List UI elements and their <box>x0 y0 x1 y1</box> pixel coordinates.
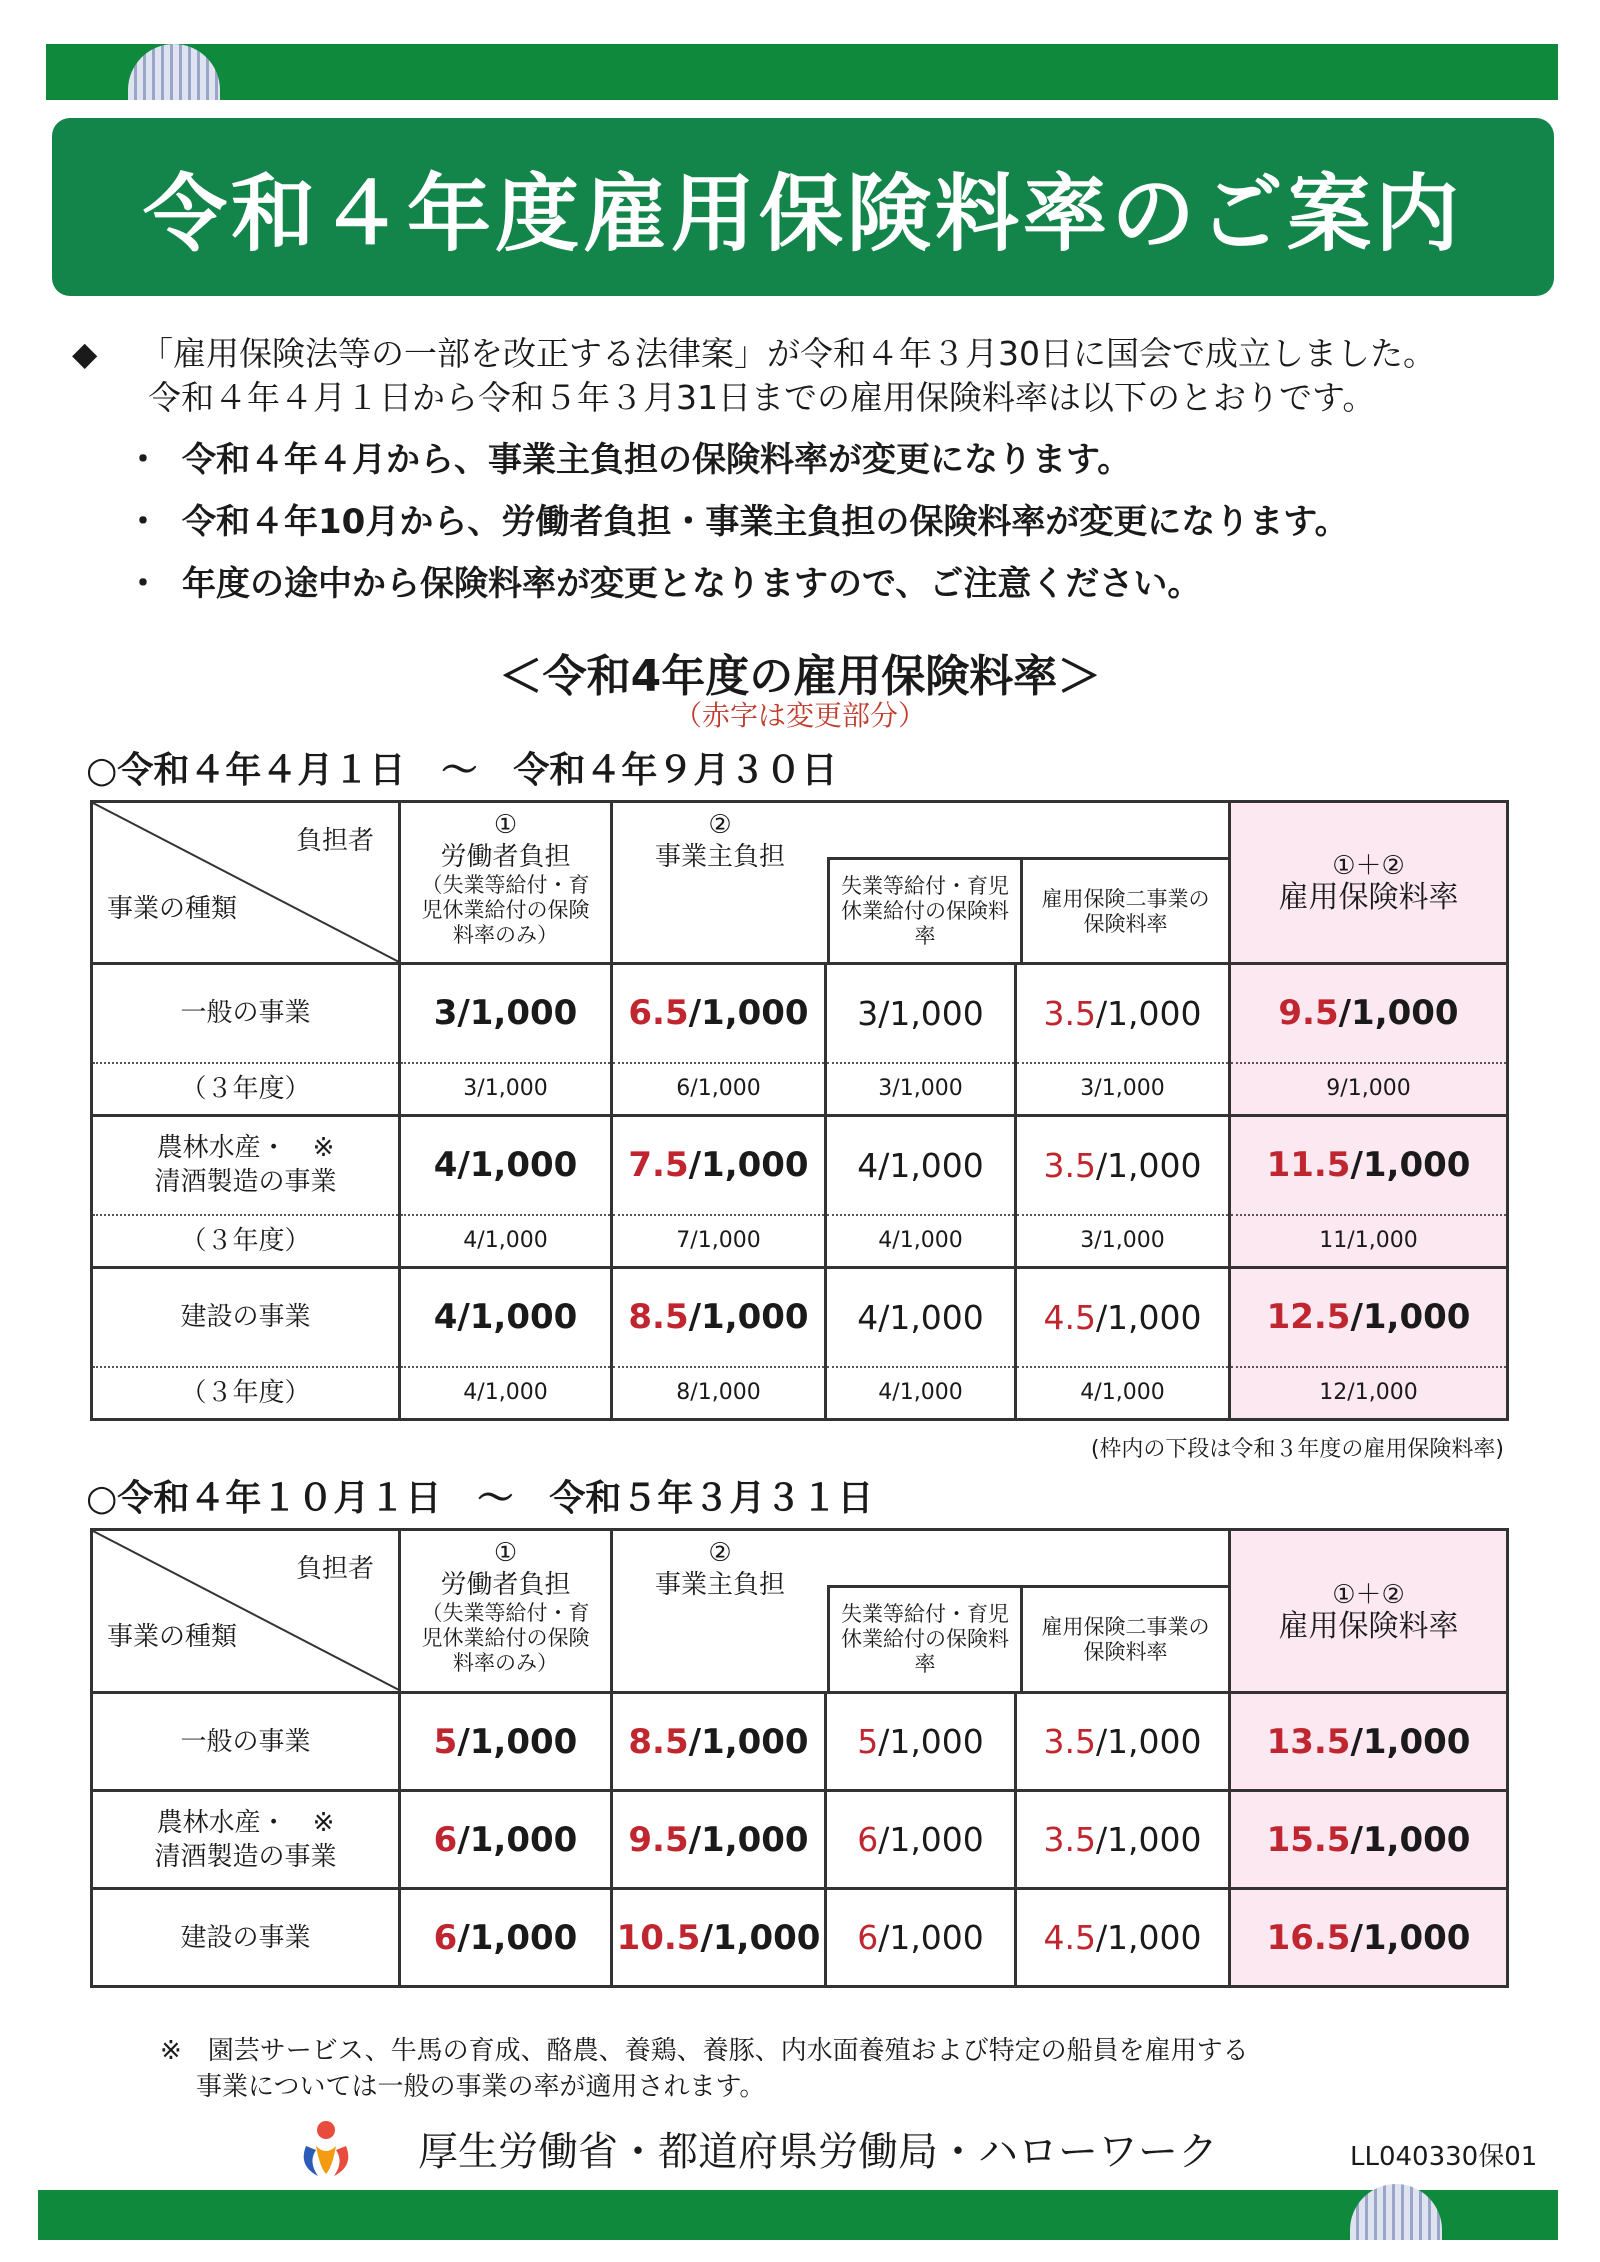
cell-worker: 4/1,000 <box>400 1115 612 1215</box>
prev-year-label: （３年度） <box>92 1215 400 1267</box>
prev-cell: 3/1,000 <box>1016 1215 1230 1267</box>
header-worker-num: ① <box>493 810 518 840</box>
intro-diamond-icon: ◆ <box>72 334 98 373</box>
cell-worker: 5/1,000 <box>400 1693 612 1791</box>
header-unemp: 失業等給付・育児休業給付の保険料率 <box>827 857 1020 963</box>
cell-total: 16.5/1,000 <box>1230 1889 1508 1987</box>
prev-cell: 9/1,000 <box>1230 1063 1508 1115</box>
header-unemp: 失業等給付・育児休業給付の保険料率 <box>827 1585 1020 1691</box>
header-payer: 負担者 <box>295 1554 374 1584</box>
prev-cell: 4/1,000 <box>1016 1367 1230 1419</box>
header-total: ①＋② 雇用保険料率 <box>1230 1530 1508 1693</box>
cell-employer: 8.5/1,000 <box>612 1267 826 1367</box>
top-green-bar <box>46 44 1558 100</box>
header-total-title: 雇用保険料率 <box>1278 880 1459 916</box>
header-employer <box>612 802 1230 964</box>
prev-year-label: （３年度） <box>92 1063 400 1115</box>
prev-cell: 4/1,000 <box>400 1215 612 1267</box>
cell-employer: 10.5/1,000 <box>612 1889 826 1987</box>
cell-two-programs: 3.5/1,000 <box>1016 1115 1230 1215</box>
header-employer-title: 事業主負担 <box>654 842 785 872</box>
prev-cell: 7/1,000 <box>612 1215 826 1267</box>
cell-total: 15.5/1,000 <box>1230 1791 1508 1889</box>
row-name: 一般の事業 <box>92 1693 400 1791</box>
cell-two-programs: 3.5/1,000 <box>1016 1791 1230 1889</box>
prev-cell: 4/1,000 <box>826 1215 1016 1267</box>
prev-cell: 4/1,000 <box>826 1367 1016 1419</box>
header-worker: ① 労働者負担 （失業等給付・育児休業給付の保険料率のみ） <box>400 1530 612 1693</box>
bottom-green-bar <box>38 2190 1558 2240</box>
period-1-label: ○令和４年４月１日 ～ 令和４年９月３０日 <box>86 750 838 791</box>
rate-table-period-1 <box>90 800 1509 1421</box>
row-name: 建設の事業 <box>92 1889 400 1987</box>
header-employer: ② 事業主負担 失業等給付・育児休業給付の保険料率 雇用保険二事業の保険料率 <box>612 1530 1230 1693</box>
doc-code: LL040330保01 <box>1350 2142 1538 2172</box>
section-note: （赤字は変更部分） <box>673 699 926 732</box>
header-kind: 事業の種類 <box>107 894 238 924</box>
prev-cell: 6/1,000 <box>612 1063 826 1115</box>
prev-cell: 3/1,000 <box>400 1063 612 1115</box>
ministry-logo-icon <box>296 2116 356 2180</box>
header-worker-title: 労働者負担 <box>440 842 571 872</box>
row-name: 建設の事業 <box>92 1267 400 1367</box>
cell-unemp: 4/1,000 <box>826 1115 1016 1215</box>
section-title: ＜令和4年度の雇用保険料率＞ <box>498 651 1102 702</box>
prev-year-label: （３年度） <box>92 1367 400 1419</box>
header-kind: 事業の種類 <box>107 1622 238 1652</box>
header-corner <box>92 802 400 964</box>
footnote-line-2: 事業については一般の事業の率が適用されます。 <box>196 2072 766 2102</box>
rate-table-period-2 <box>90 1528 1509 1988</box>
period-2-label: ○令和４年１０月１日 ～ 令和５年３月３１日 <box>86 1478 874 1519</box>
cell-two-programs: 4.5/1,000 <box>1016 1267 1230 1367</box>
bullet-3: 年度の途中から保険料率が変更となりますので、ご注意ください。 <box>182 564 1202 604</box>
cell-employer: 6.5/1,000 <box>612 963 826 1063</box>
bullet-dot-icon: ・ <box>126 502 160 542</box>
header-corner <box>92 1530 400 1693</box>
header-worker <box>400 802 612 964</box>
cell-employer: 9.5/1,000 <box>612 1791 826 1889</box>
prev-cell: 11/1,000 <box>1230 1215 1508 1267</box>
cell-employer: 8.5/1,000 <box>612 1693 826 1791</box>
cell-worker: 3/1,000 <box>400 963 612 1063</box>
cell-total: 9.5/1,000 <box>1230 963 1508 1063</box>
header-payer: 負担者 <box>295 826 374 856</box>
intro-line-1: 「雇用保険法等の一部を改正する法律案」が令和４年３月30日に国会で成立しました。 <box>140 334 1436 373</box>
header-two-programs: 雇用保険二事業の保険料率 <box>1020 857 1228 963</box>
header-employer-num: ② <box>708 810 732 840</box>
cell-employer: 7.5/1,000 <box>612 1115 826 1215</box>
footnote-line-1: ※ 園芸サービス、牛馬の育成、酪農、養鶏、養豚、内水面養殖および特定の船員を雇用する <box>160 2036 1249 2066</box>
org-name: 厚生労働省・都道府県労働局・ハローワーク <box>418 2129 1218 2175</box>
prev-cell: 3/1,000 <box>1016 1063 1230 1115</box>
row-name: 一般の事業 <box>92 963 400 1063</box>
bullet-dot-icon: ・ <box>126 564 160 604</box>
cell-unemp: 6/1,000 <box>826 1791 1016 1889</box>
cell-unemp: 5/1,000 <box>826 1693 1016 1791</box>
prev-cell: 3/1,000 <box>826 1063 1016 1115</box>
header-total <box>1230 802 1508 964</box>
cell-total: 11.5/1,000 <box>1230 1115 1508 1215</box>
bullet-dot-icon: ・ <box>126 440 160 480</box>
header-two-programs: 雇用保険二事業の保険料率 <box>1020 1585 1228 1691</box>
cell-worker: 4/1,000 <box>400 1267 612 1367</box>
cell-two-programs: 4.5/1,000 <box>1016 1889 1230 1987</box>
cell-unemp: 6/1,000 <box>826 1889 1016 1987</box>
cell-two-programs: 3.5/1,000 <box>1016 1693 1230 1791</box>
header-worker-note: （失業等給付・育児休業給付の保険料率のみ） <box>421 873 590 947</box>
bullet-1: 令和４年４月から、事業主負担の保険料率が変更になります。 <box>182 440 1132 480</box>
bullet-2: 令和４年10月から、労働者負担・事業主負担の保険料率が変更になります。 <box>182 502 1349 542</box>
cell-unemp: 4/1,000 <box>826 1267 1016 1367</box>
cell-unemp: 3/1,000 <box>826 963 1016 1063</box>
cell-total: 13.5/1,000 <box>1230 1693 1508 1791</box>
cell-total: 12.5/1,000 <box>1230 1267 1508 1367</box>
prev-cell: 8/1,000 <box>612 1367 826 1419</box>
row-name: 農林水産・ ※ 清酒製造の事業 <box>92 1115 400 1215</box>
row-name: 農林水産・ ※ 清酒製造の事業 <box>92 1791 400 1889</box>
period-1-note: (枠内の下段は令和３年度の雇用保険料率) <box>1090 1437 1504 1462</box>
page-title: 令和４年度雇用保険料率のご案内 <box>142 164 1463 263</box>
cell-worker: 6/1,000 <box>400 1791 612 1889</box>
cell-two-programs: 3.5/1,000 <box>1016 963 1230 1063</box>
prev-cell: 4/1,000 <box>400 1367 612 1419</box>
cell-worker: 6/1,000 <box>400 1889 612 1987</box>
header-total-num: ①＋② <box>1332 851 1405 882</box>
intro-line-2: 令和４年４月１日から令和５年３月31日までの雇用保険料率は以下のとおりです。 <box>148 378 1376 417</box>
prev-cell: 12/1,000 <box>1230 1367 1508 1419</box>
